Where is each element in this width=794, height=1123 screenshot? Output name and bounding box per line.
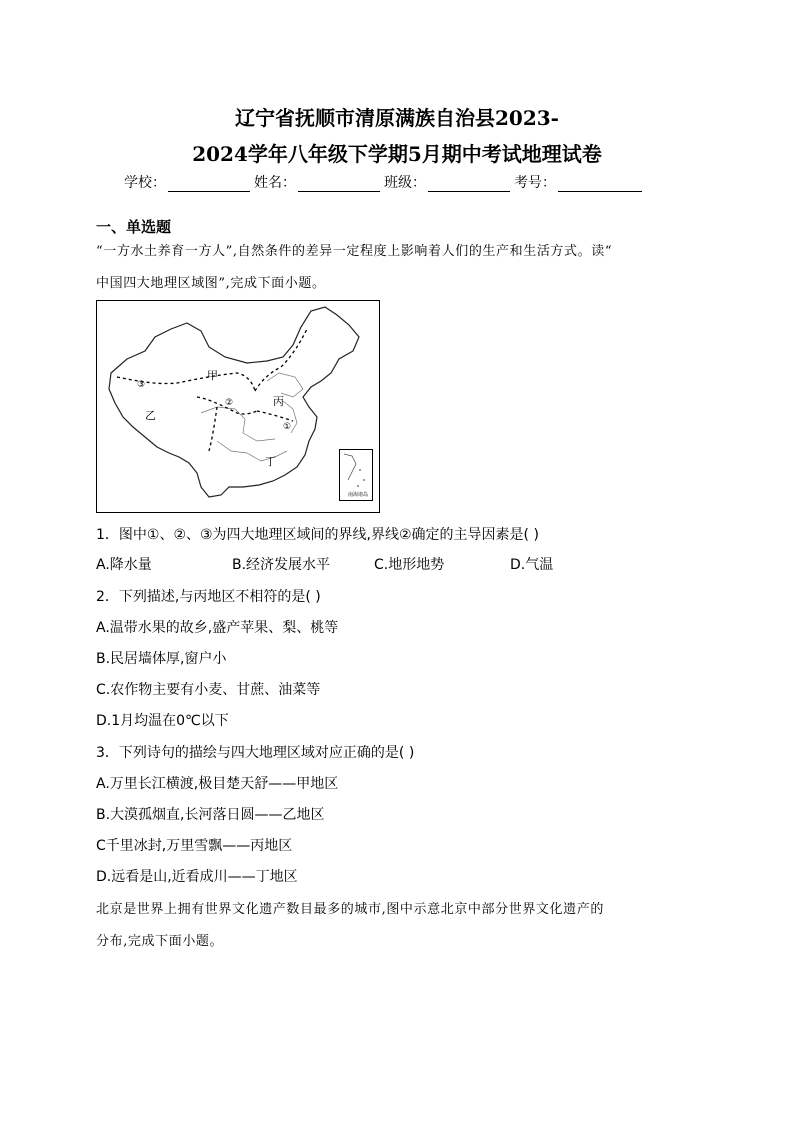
name-label: 姓名： xyxy=(254,175,296,191)
student-info-row xyxy=(124,172,646,192)
q1-option-b[interactable]: B.经济发展水平 xyxy=(232,557,331,573)
q3-option-b[interactable]: B.大漠孤烟直,长河落日圆——乙地区 xyxy=(96,807,325,823)
school-label: 学校： xyxy=(124,175,166,191)
q3-option-d[interactable]: D.远看是山,近看成川——丁地区 xyxy=(96,869,298,885)
q1-option-d[interactable]: D.气温 xyxy=(510,557,554,573)
q1-option-c[interactable]: C.地形地势 xyxy=(374,557,445,573)
exam-title-line-1: 辽宁省抚顺市清原满族自治县2023- xyxy=(235,106,559,130)
boundary-line-1 xyxy=(257,411,293,421)
intro-2-line-2: 分布,完成下面小题。 xyxy=(96,934,224,949)
question-1-stem: 1．图中①、②、③为四大地理区域间的界线,界线②确定的主导因素是( ) xyxy=(96,527,539,543)
q2-option-d[interactable]: D.1月均温在0℃以下 xyxy=(96,713,229,729)
intro-1-line-2: 中国四大地理区域图”,完成下面小题。 xyxy=(96,276,326,291)
school-blank[interactable] xyxy=(168,176,250,192)
exam-no-blank[interactable] xyxy=(558,176,642,192)
q3-option-c[interactable]: C千里冰封,万里雪飘——丙地区 xyxy=(96,838,293,854)
class-blank[interactable] xyxy=(428,176,510,192)
yangtze-river xyxy=(217,441,287,461)
boundary-label-2: ② xyxy=(225,398,234,408)
q2-option-a[interactable]: A.温带水果的故乡,盛产苹果、梨、桃等 xyxy=(96,620,339,636)
name-blank[interactable] xyxy=(298,176,380,192)
region-label-ding: 丁 xyxy=(265,455,276,468)
boundary-label-3: ③ xyxy=(137,380,146,390)
boundary-label-1: ① xyxy=(283,422,292,432)
inset-island xyxy=(359,469,361,471)
section-heading: 一、单选题 xyxy=(96,218,172,236)
intro-2-line-1: 北京是世界上拥有世界文化遗产数目最多的城市,图中示意北京中部分世界文化遗产的 xyxy=(96,902,604,917)
inset-island xyxy=(357,485,359,487)
region-label-jia: 甲 xyxy=(207,369,218,382)
intro-1-line-1: “一方水土养育一方人”,自然条件的差异一定程度上影响着人们的生产和生活方式。读“ xyxy=(96,244,613,259)
inset-label: 南海诸岛 xyxy=(348,492,369,498)
region-label-bing: 丙 xyxy=(273,395,284,408)
south-china-sea-inset xyxy=(339,449,373,501)
question-2-stem: 2．下列描述,与丙地区不相符的是( ) xyxy=(96,589,321,605)
inset-drawing xyxy=(340,450,372,500)
q3-option-a[interactable]: A.万里长江横渡,极目楚天舒——甲地区 xyxy=(96,776,339,792)
china-four-regions-map xyxy=(96,300,380,513)
q2-option-c[interactable]: C.农作物主要有小麦、甘蔗、油菜等 xyxy=(96,682,321,698)
boundary-line-northeast xyxy=(255,329,307,391)
inset-coast xyxy=(344,454,356,480)
inset-island xyxy=(363,479,365,481)
question-3-stem: 3．下列诗句的描绘与四大地理区域对应正确的是( ) xyxy=(96,745,415,761)
map-drawing xyxy=(97,301,380,513)
exam-title-line-2: 2024学年八年级下学期5月期中考试地理试卷 xyxy=(192,142,602,166)
region-label-yi: 乙 xyxy=(145,409,156,422)
boundary-line-southwest xyxy=(209,407,217,451)
exam-no-label: 考号： xyxy=(514,175,556,191)
china-outline xyxy=(109,307,359,497)
q1-option-a[interactable]: A.降水量 xyxy=(96,557,152,573)
class-label: 班级： xyxy=(384,175,426,191)
yellow-river xyxy=(267,373,303,397)
q2-option-b[interactable]: B.民居墙体厚,窗户小 xyxy=(96,651,227,667)
